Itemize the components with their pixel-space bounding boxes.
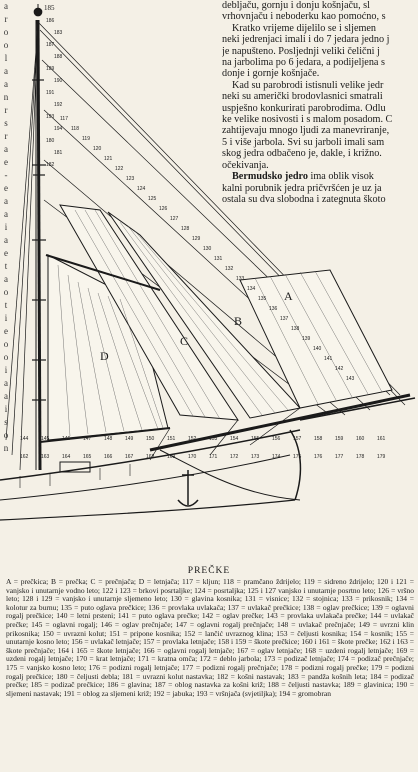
ref-number: 192 [54,102,63,108]
ref-number: 193 [46,114,55,120]
ref-number: 152 [188,436,197,442]
margin-char: a [4,66,8,76]
caption-title: PREČKE [187,566,231,576]
margin-char: i [4,313,8,323]
ref-number: 157 [293,436,302,442]
margin-char: o [3,40,9,50]
ref-number: 173 [251,454,260,460]
margin-char: r [4,131,8,141]
ref-number: 150 [146,436,155,442]
ref-number: 178 [356,454,365,460]
margin-char: a [4,235,8,245]
ref-number: 125 [148,196,157,202]
margin-char: e [4,248,8,258]
margin-char: i [4,404,8,414]
text-line: je napušteno. Posljednji veliki čelični j [222,45,380,57]
margin-char: a [4,391,8,401]
bermuda-term: Bermudsko jedro [232,171,308,183]
margin-char: i [4,365,8,375]
ref-number: 165 [83,454,92,460]
ref-number: 175 [293,454,302,460]
text-line: neki jedrenjaci imali i do 7 jedara jedno j [222,34,390,46]
margin-char: e [4,326,8,336]
margin-char: a [4,1,8,11]
ref-number: 141 [324,356,333,362]
margin-char: o [3,352,9,362]
text-line: očekivanja. [222,159,269,171]
ref-number: 117 [60,116,68,122]
ref-number: 143 [346,376,355,382]
margin-char: e [4,183,8,193]
ref-number: 170 [188,454,197,460]
text-line: zahtijevaju mnogo ljudi za manevriranje, [222,125,390,137]
ref-number: 191 [46,90,55,96]
margin-char: r [4,14,8,24]
ref-number: 136 [269,306,278,312]
ref-number: 189 [46,66,55,72]
ref-number: 146 [62,436,71,442]
sail-label-d: D [100,349,109,363]
text-line: 5 i više jarbola. Svi su jarboli imali sam [222,136,385,148]
ref-number: 135 [258,296,267,302]
text-line: ke velike nosivosti i s malom posadom. C [222,114,393,126]
ref-number: 151 [167,436,176,442]
ref-number: 154 [230,436,239,442]
margin-char: l [4,53,8,63]
ref-number: 176 [314,454,323,460]
ref-number: 132 [225,266,234,272]
ref-number: 155 [251,436,260,442]
ref-number: 153 [209,436,218,442]
text-line: donje i gornje košnjače. [222,68,320,80]
text-line: ostala su dva slobodna i zategnuta škoto [222,193,386,205]
ref-number: 169 [167,454,176,460]
margin-char: e [4,157,8,167]
sail-label-c: C [180,334,189,348]
margin-char: o [3,27,9,37]
text-line: vrhovnjaču i neboderku kao pomoćno, s [222,11,386,23]
ref-number: 139 [302,336,311,342]
ref-number: 119 [82,136,90,142]
ref-number: 171 [209,454,218,460]
ref-number: 162 [20,454,29,460]
ref-number: 124 [137,186,146,192]
ref-number: 156 [272,436,281,442]
margin-char: o [3,339,9,349]
bermuda-rest: ima oblik visok [307,171,374,183]
ref-number: 187 [46,42,55,48]
ref-number: 140 [313,346,322,352]
ref-number: 145 [41,436,50,442]
ref-number: 134 [247,286,256,292]
margin-char: o [3,430,9,440]
text-line: skog jedra odbačeno je, dakle, i križno. [222,148,382,160]
margin-char: a [4,274,8,284]
ref-number: 159 [335,436,344,442]
ref-number: 127 [170,216,179,222]
ref-number: 168 [146,454,155,460]
text-line: neki su američki brodovlasnici smatrali [222,91,383,103]
sail-label-b: B [234,314,243,328]
ref-number: 137 [280,316,289,322]
margin-char: o [3,287,9,297]
ref-number: 190 [54,78,63,84]
ref-number: 126 [159,206,168,212]
margin-char: n [3,443,9,453]
ref-number: 147 [83,436,92,442]
ref-number: 177 [335,454,344,460]
ref-number: 172 [230,454,239,460]
ref-number: 180 [46,138,55,144]
ref-number: 121 [104,156,113,162]
ref-number: 122 [115,166,124,172]
ref-number: 167 [125,454,134,460]
ref-number: 123 [126,176,135,182]
ref-number: 166 [104,454,113,460]
text-line: debljaču, gornju i donju košnjaču, sl [222,0,370,11]
margin-char: a [4,378,8,388]
text-line: Kad su parobrodi istisnuli velike jedr [232,79,384,91]
ref-number: 131 [214,256,223,262]
margin-char: a [4,144,8,154]
text-line: kalni porubnik jedra pričvršćen je uz ja [222,182,382,194]
ref-number: 188 [54,54,63,60]
caption-legend: A = prečkica; B = prečka; C = prečnjača; D = letnjača; 117 = kljun; 118 = pramčano ždrijelo; 119 = sidreno ždrijelo; 120 i 121 = vanjsko i unutarnje vodno leto; 122 i 123 = brkovi posrtaljke; 124 = posrtaljka; 125 i 127 vanjsko i unutarnje posrtno leto; 126 = vršno leto; 128 i 129 = vanjsko i unutarnje sljemeno leto; 130 = glavina kosnika; 131 = visnice; 132 = stojnica; 133 = prikosnik; 134 = kolotur za burnu; 135 = puto oglava prečkice; 136 = provlaka uvlakača; 137 = uvlakač prečkice; 138 = oglav prečkice; 139 = oglavni rogalj prečkice; 140 = letni prsteni; 141 = puto oglava prečke; 142 = oglav prečke; 143 = provlaka uvlakača prečke; 144 = uvlakač prečke; 145 = oglavni rogalj; 146 = oglav prečnjače; 147 = oglavni rogalj prečnjače; 148 = uvlakač prečnjače; 149 = uvrzni klin prikosnika; 150 = uvrazni kolut; 151 = pripone kosnika; 152 = lančić uvraznog klina; 153 = čeljusti kosnika; 154 = kosnik; 155 = unutarnje kosno leto; 156 = uvlakač letnjače; 157 = provlaka letnjače; 158 i 159 = škote prečkice; 160 i 161 = škote prečke; 162 i 163 = škote prečnjače; 164 i 165 = škote letnjače; 166 = oglavni rogalj letnjače; 167 = oglav letnjače; 168 = uzdeni rogalj letnjače; 169 = uzdeni rogalj letnjače; 170 = krat letnjače; 171 = kratna omča; 172 = deblo jarbola; 173 = podizač letnjače; 174 = podizač prečnjače; 175 = vanjsko kosno leto; 176 = podizni rogalj letnjače; 177 = podizni rogalj prečnjače; 178 = podizni rogalj prečke; 179 = podizni rogalj prečkice; 180 = čeljusti debla; 181 = uvrazni kolut nastavka; 182 = košni nastavak; 183 = pandža košnih leta; 184 = podizač prečke; 185 = podizač prečkice; 186 = glavina; 187 = oblog nastavka za košni križ; 188 = čeljusti nastavka; 189 = glavinica; 190 = sljemeni nastavak; 191 = oblog za sljemeni križ; 192 = jabuka; 193 = vršnjača (svjetiljka); 194 = gromobran [6,577,414,698]
ref-number: 120 [93,146,102,152]
ref-number: 161 [377,436,386,442]
ref-number: 144 [20,436,29,442]
margin-char: t [4,261,8,271]
margin-char: i [4,222,8,232]
ref-number: 179 [377,454,386,460]
margin-char: t [4,300,8,310]
ref-number: 133 [236,276,245,282]
margin-char: a [4,209,8,219]
ref-number: 186 [46,18,55,24]
margin-char: a [4,196,8,206]
margin-char: a [4,79,8,89]
ref-number: 160 [356,436,365,442]
ref-number: 128 [181,226,190,232]
ref-number: 118 [71,126,79,132]
ref-number: 183 [54,30,63,36]
ref-number: 149 [125,436,134,442]
text-line: Kratko vrijeme dijelilo se i sljemen [232,22,377,34]
ref-number: 163 [41,454,50,460]
ref-number: 130 [203,246,212,252]
ref-number: 182 [46,162,55,168]
sail-label-a: A [284,289,293,303]
text-line: uspješno konkurirati parobrodima. Odlu [222,102,386,114]
text-line: na jarbolima po 6 jedara, a podijeljena s [222,57,385,69]
top-label: 185 [44,4,55,12]
ref-number: 129 [192,236,201,242]
ref-number: 138 [291,326,300,332]
ref-number: 174 [272,454,281,460]
ref-number: 142 [335,366,344,372]
margin-char: n [3,92,9,102]
margin-char: - [4,170,8,180]
ref-number: 158 [314,436,323,442]
ref-number: 181 [54,150,63,156]
ref-number: 148 [104,436,113,442]
ref-number: 164 [62,454,71,460]
margin-char: s [4,118,8,128]
margin-char: s [4,417,8,427]
margin-char: r [4,105,8,115]
ref-number: 194 [54,126,63,132]
